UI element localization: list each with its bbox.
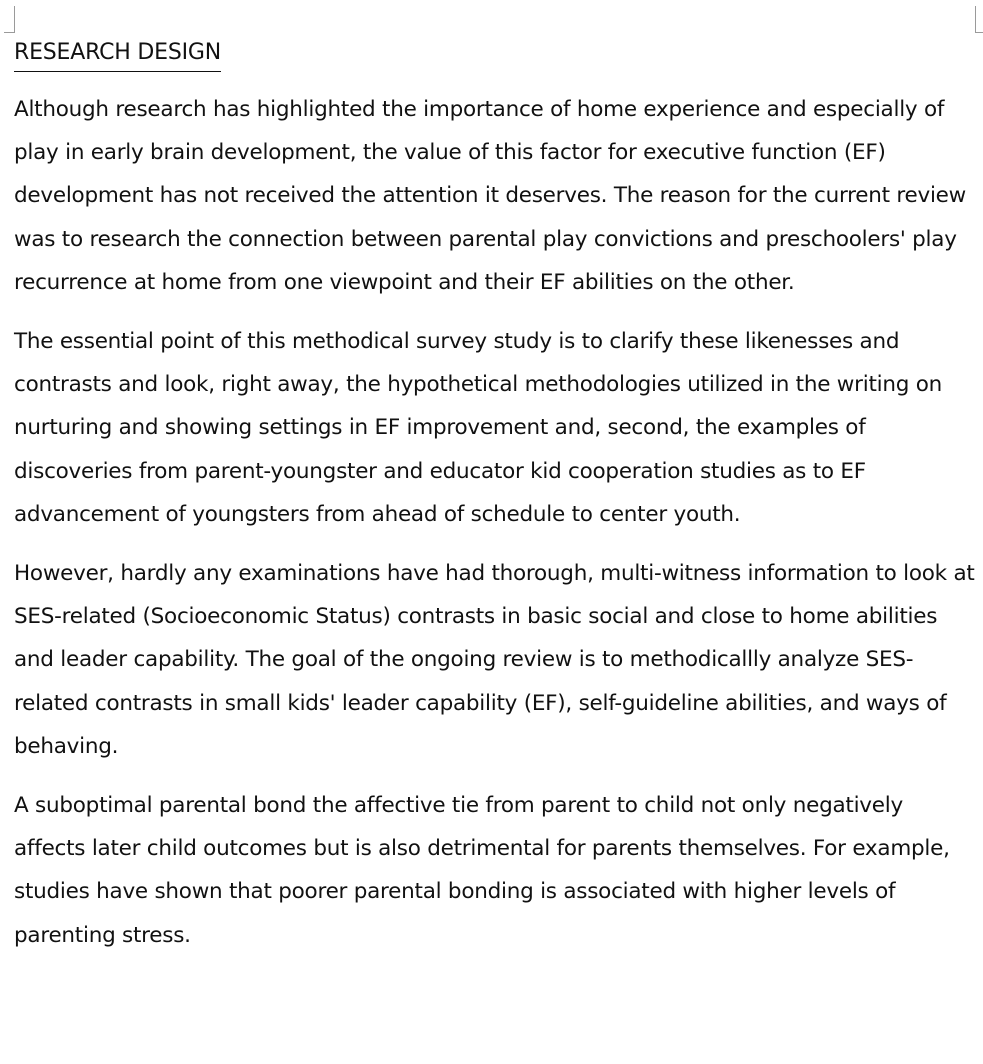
document-body <box>14 36 976 973</box>
right-margin-corner-mark <box>975 6 983 33</box>
left-margin-corner-mark <box>4 6 15 33</box>
paragraph-2: The essential point of this methodical survey study is to clarify these likenesses and contrasts and look, right away, the hypothetical methodologies utilized in the writing on nurturing and showing settings in EF improvement and, second, the examples of discoveries from parent-youngster and educator kid cooperation studies as to EF advancement of youngsters from ahead of schedule to center youth. <box>14 329 942 527</box>
paragraph-3: However, hardly any examinations have had thorough, multi-witness information to look at SES-related (Socioeconomic Status) contrasts in basic social and close to home abilities and leader capability. The goal of the ongoing review is to methodicallly analyze SES-related contrasts in small kids' leader capability (EF), self-guideline abilities, and ways of behaving. <box>14 561 975 759</box>
section-heading: RESEARCH DESIGN <box>14 36 221 72</box>
paragraph-4: A suboptimal parental bond the affective tie from parent to child not only negatively affects later child outcomes but is also detrimental for parents themselves. For example, studies have shown that poorer parental bonding is associated with higher levels of parenting stress. <box>14 793 950 948</box>
paragraph-1: Although research has highlighted the importance of home experience and especially of play in early brain development, the value of this factor for executive function (EF) development has not received the attention it deserves. The reason for the current review was to research the connection between parental play convictions and preschoolers' play recurrence at home from one viewpoint and their EF abilities on the other. <box>14 97 966 295</box>
